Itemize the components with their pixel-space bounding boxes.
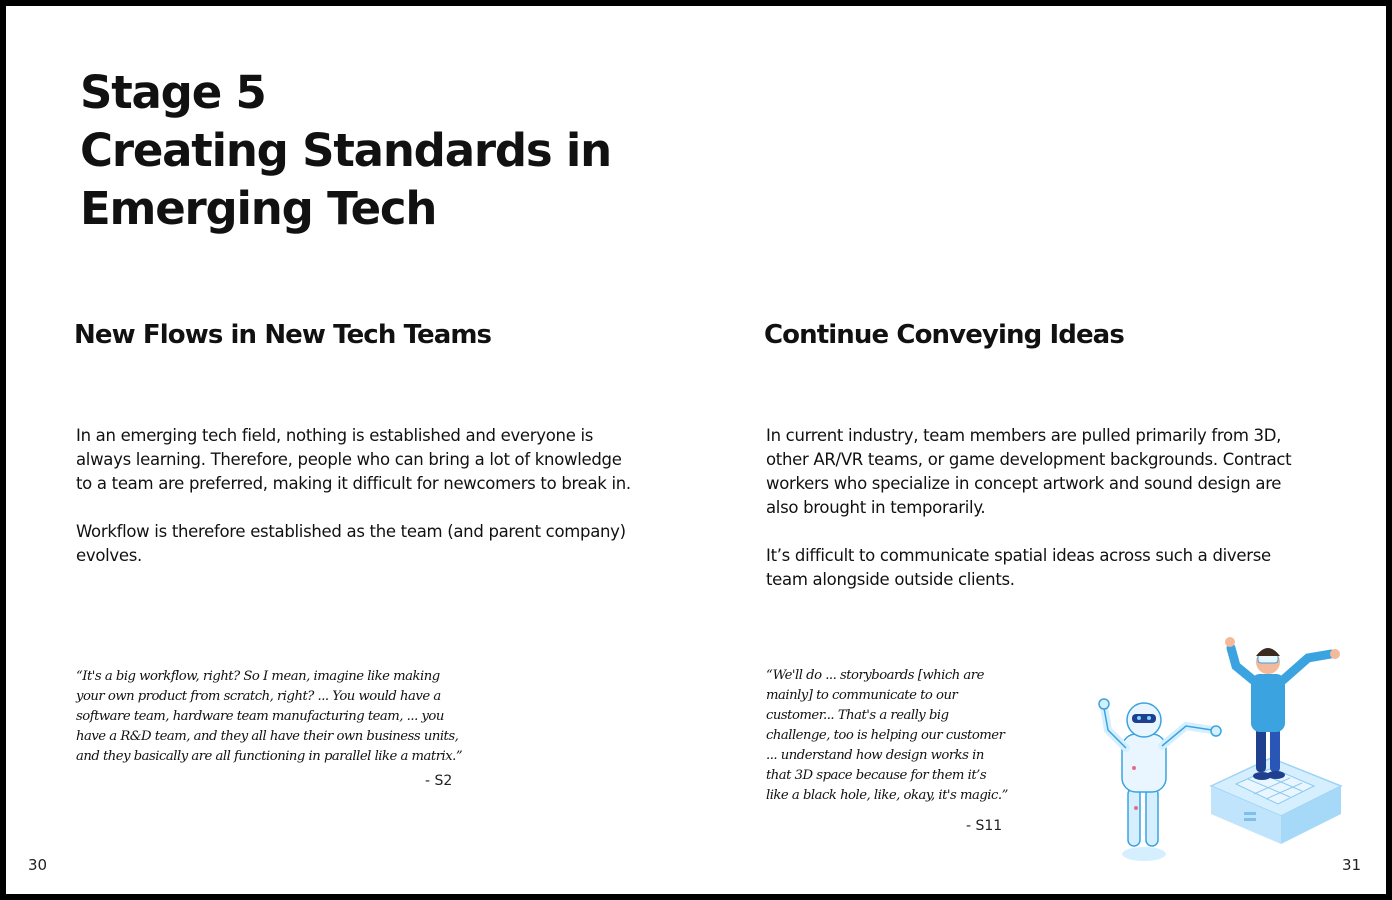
left-body (76, 424, 636, 592)
page-title (80, 64, 611, 238)
right-paragraph-1: In current industry, team members are pulled primarily from 3D, other AR/VR teams, or game development backgrounds. Contract workers who specialize in concept artwork and sound design are also brought in temporarily. (766, 426, 1292, 517)
title-line-2: Creating Standards in (80, 124, 611, 177)
left-paragraph-2: Workflow is therefore established as the team (and parent company) evolves. (76, 522, 626, 565)
page-number-right: 31 (1342, 856, 1362, 874)
title-line-3: Emerging Tech (80, 182, 437, 235)
left-quote: “It's a big workflow, right? So I mean, imagine like making your own product from scratch, right? ... You would have a software team, hardware team manufacturing team, ... you have a R&D team, and they all have their own business units, and they basically are all functioning in parallel like a matrix.” (76, 669, 463, 764)
right-section-heading: Continue Conveying Ideas (764, 320, 1124, 350)
left-paragraph-1: In an emerging tech field, nothing is established and everyone is always learning. Therefore, people who can bring a lot of knowledge to a team are preferred, making it difficult for newcomers to break in. (76, 426, 631, 493)
left-quote-attribution: - S2 (425, 773, 453, 789)
right-body (766, 424, 1306, 616)
right-quote-attribution: - S11 (966, 818, 1003, 834)
page-number-left: 30 (28, 856, 48, 874)
vr-user-icon (1225, 637, 1340, 780)
right-quote: “We'll do ... storyboards [which are mainly] to communicate to our customer... That's a really big challenge, too is helping our customer ... understand how design works in that 3D space because for them it’s like a black hole, like, okay, it's magic.” (766, 668, 1008, 803)
right-paragraph-2: It’s difficult to communicate spatial ideas across such a diverse team alongside outside clients. (766, 546, 1271, 589)
title-line-1: Stage 5 (80, 66, 266, 119)
left-section-heading: New Flows in New Tech Teams (74, 320, 492, 350)
robot-icon (1099, 699, 1221, 861)
robot-and-vr-user-illustration (1086, 618, 1356, 868)
document-spread (6, 6, 1386, 894)
